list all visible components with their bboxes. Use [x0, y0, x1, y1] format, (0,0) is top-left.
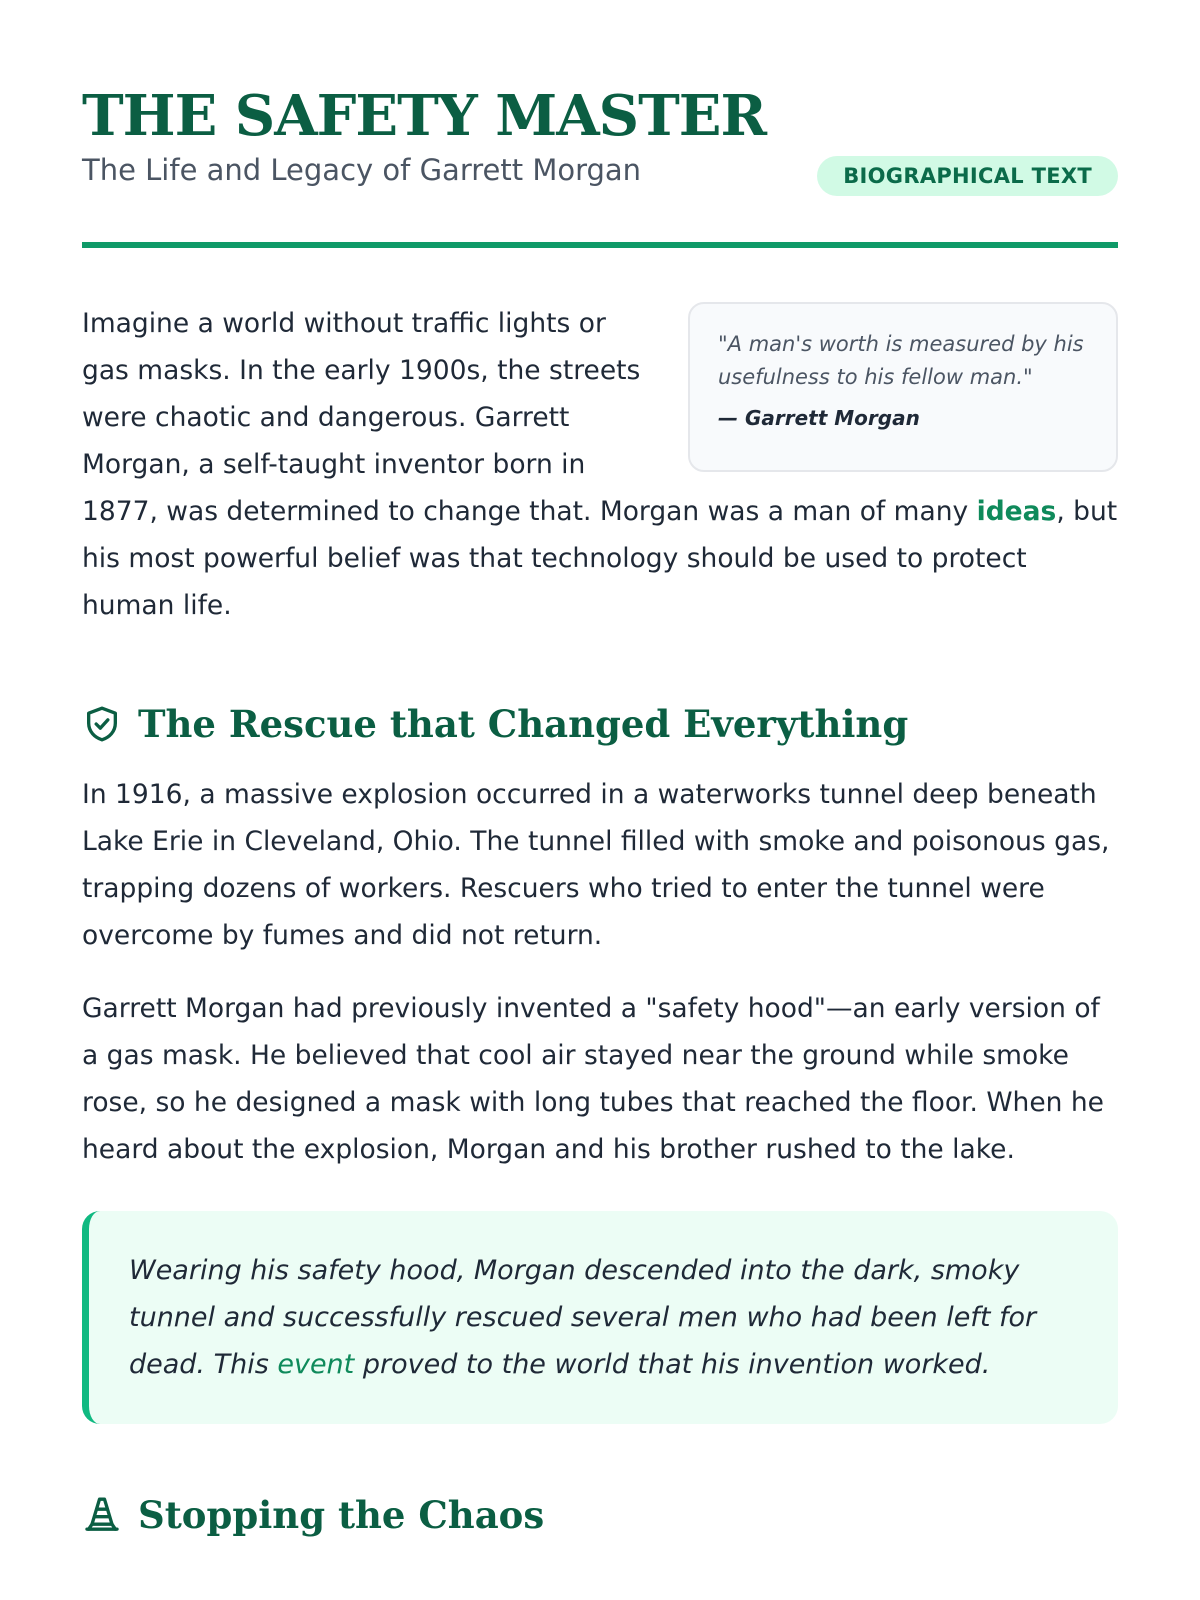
shield-icon: [82, 704, 122, 744]
quote-text: "A man's worth is measured by his usefulness to his fellow man.": [718, 332, 1084, 389]
intro-highlight: ideas: [976, 496, 1057, 527]
section-heading-chaos: [82, 1490, 1118, 1540]
section-rescue: [82, 699, 1118, 1424]
callout-highlight: event: [277, 1349, 355, 1380]
intro-section: [82, 300, 1118, 629]
section-heading-rescue: [82, 699, 1118, 749]
quote-author: — Garrett Morgan: [718, 406, 920, 430]
intro-text-end: , but his most powerful belief was that technology should be used to protect human life.: [82, 496, 1118, 621]
traffic-cone-icon: [82, 1495, 122, 1535]
section-chaos: [82, 1490, 1118, 1540]
quote-card: [688, 302, 1118, 472]
page-title: THE SAFETY MASTER: [82, 83, 767, 149]
callout-text: [129, 1247, 1078, 1388]
article-header: [82, 84, 1118, 248]
callout-text-end: proved to the world that his invention worked.: [354, 1349, 991, 1380]
category-badge: BIOGRAPHICAL TEXT: [817, 156, 1118, 196]
section-heading-text: The Rescue that Changed Everything: [138, 702, 909, 746]
paragraph: In 1916, a massive explosion occurred in a waterworks tunnel deep beneath Lake Erie in Cleveland, Ohio. The tunnel filled with smoke and poisonous gas, trapping dozens of workers. Rescuers who tried to enter the tunnel were overcome by fumes and did not return.: [82, 779, 1110, 951]
section-heading-text: Stopping the Chaos: [138, 1493, 545, 1537]
callout-text-start: Wearing his safety hood, Morgan descended into the dark, smoky tunnel and successfully rescued several men who had been left for dead. This: [129, 1255, 1037, 1380]
page-subtitle: The Life and Legacy of Garrett Morgan: [82, 153, 642, 187]
intro-text-start: Imagine a world without traffic lights or gas masks. In the early 1900s, the streets were chaotic and dangerous. Garrett Morgan, a self-taught inventor born in 1877, was determined to change that. Morgan was a man of many: [82, 308, 977, 527]
paragraph: Garrett Morgan had previously invented a "safety hood"—an early version of a gas mask. He believed that cool air stayed near the ground while smoke rose, so he designed a mask with long tubes that reached the floor. When he heard about the explosion, Morgan and his brother rushed to the lake.: [82, 993, 1104, 1165]
highlight-callout: [82, 1211, 1118, 1424]
